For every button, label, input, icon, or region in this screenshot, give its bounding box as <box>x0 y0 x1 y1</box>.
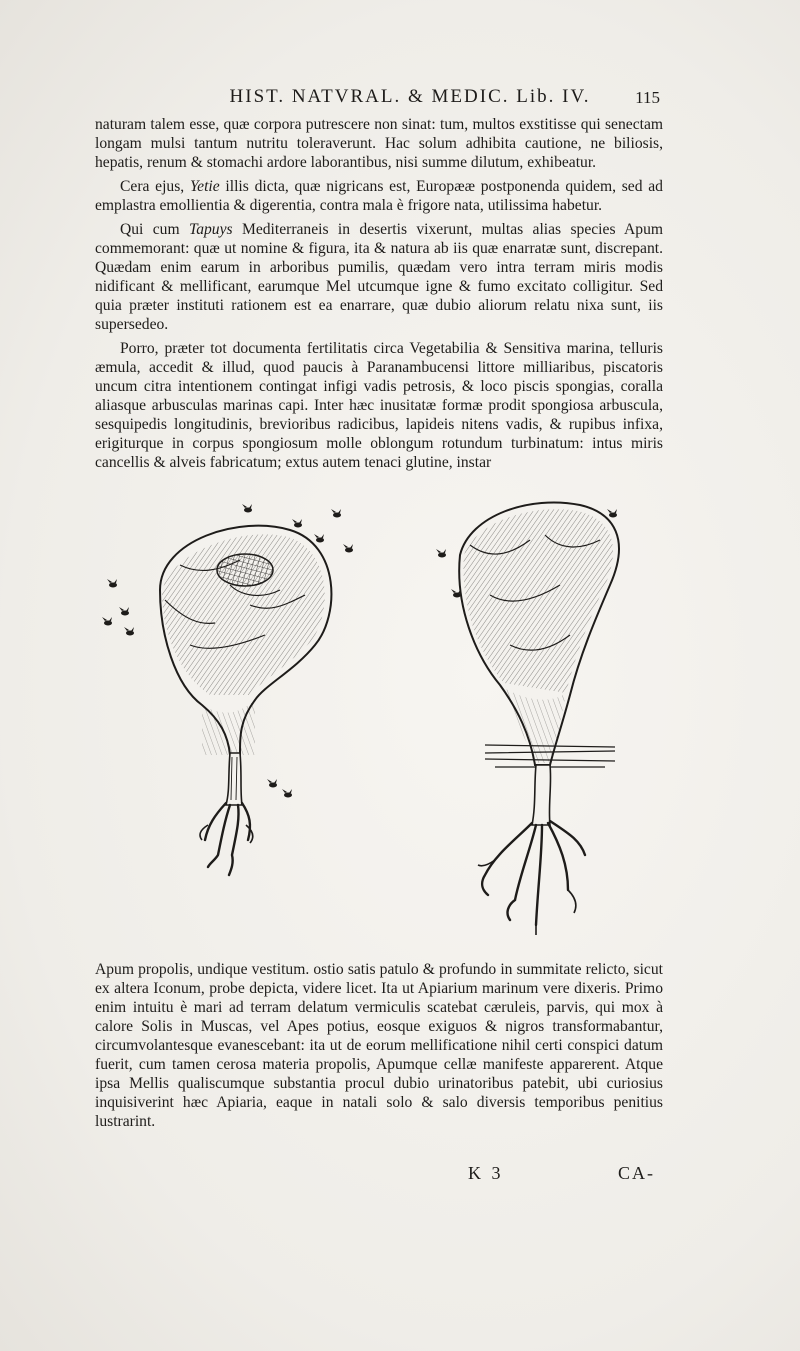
paragraph <box>95 960 663 1131</box>
paragraph <box>95 177 663 215</box>
text-run: Porro, præter tot documenta fertilitatis circa Vegetabilia & Sensitiva marina, telluris æmula, accedit & illud, quod paucis à Paranambucensi littore milliaribus, piscatoris uncum citra intentionem contingat infigi vadis petrosis, & loco piscis spongias, coralla aliasque arbusculas marinas capi. Inter hæc inusitatæ formæ prodit spongiosa arbuscula, sesquipedis longitudinis, brevioribus radicibus, lapideis nitens vadis, & rupibus infixa, erigiturque in corpus spongiosum molle oblongum rotundum turbinatum: intus miris cancellis & alveis fabricatum; extus autem tenaci glutine, instar <box>95 340 663 471</box>
text-block-lower <box>95 960 663 1136</box>
paragraph <box>95 339 663 472</box>
text-block-upper <box>95 115 663 477</box>
italic-term: Yetie <box>189 178 220 195</box>
signature-mark: K 3 <box>468 1163 504 1183</box>
running-title: HIST. NATVRAL. & MEDIC. Lib. IV. <box>229 86 591 107</box>
right-sponge-figure <box>459 502 619 935</box>
text-run: naturam talem esse, quæ corpora putrescere non sinat: tum, multos exstitisse qui senectam longam mulsi tantum nutritu toleraverunt. Hac solum adhibita cautione, ne biliosis, hepatis, renum & stomachi ardore laborantibus, nisi summe dilutum, exhibeatur. <box>95 116 663 171</box>
page-number: 115 <box>635 88 660 107</box>
woodcut-illustration <box>90 495 650 945</box>
left-sponge-figure <box>160 526 331 875</box>
paragraph <box>95 115 663 172</box>
marine-apiarium-woodcut <box>90 495 650 945</box>
text-run: Mediterraneis in desertis vixerunt, multas alias species Apum commemorant: quæ ut nomine & figura, ita & natura ab iis quæ enarratæ sunt, discrepant. Quædam enim earum in arboribus pumilis, quædam vero intra terram miris modis nidificant & mellificant, earumque Mel utcumque igne & fumo excitato colligitur. Sed quia præter instituti rationem est ea enarrare, quæ dubio aliorum relatu nixa sunt, iis supersedeo. <box>95 221 663 333</box>
text-run: illis dicta, quæ nigricans est, Europææ postponenda quidem, sed ad emplastra emollientia & digerentia, contra mala è frigore nata, utilissima habetur. <box>95 178 663 214</box>
text-run: Qui cum <box>120 221 189 238</box>
paragraph <box>95 220 663 334</box>
italic-term: Tapuys <box>188 221 233 238</box>
text-run: Cera ejus, <box>120 178 190 195</box>
text-run: Apum propolis, undique vestitum. ostio satis patulo & profundo in summitate relicto, sicut ex altera Iconum, probe depicta, videre licet. Ita ut Apiarium marinum vere dixeris. Primo enim intuitu è mari ad terram delatum vermiculis scatebat cæruleis, parvis, qui mox à calore Solis in Muscas, vel Apes potius, eosque exiguos & nigros transformabantur, circumvolantesque evanescebant: ita ut de eorum mellificatione nihil certi conspici datum fuerit, cum tamen cerosa materia propolis, Apumque cellæ manifeste apparerent. Atque ipsa Mellis qualiscumque substantia procul dubio urinatoribus patebit, ubi curiosius inquisiverint hæc Apiaria, eaque in natali solo & salo diversis temporibus penitius lustrarint. <box>95 961 663 1130</box>
catchword: CA- <box>618 1163 655 1183</box>
